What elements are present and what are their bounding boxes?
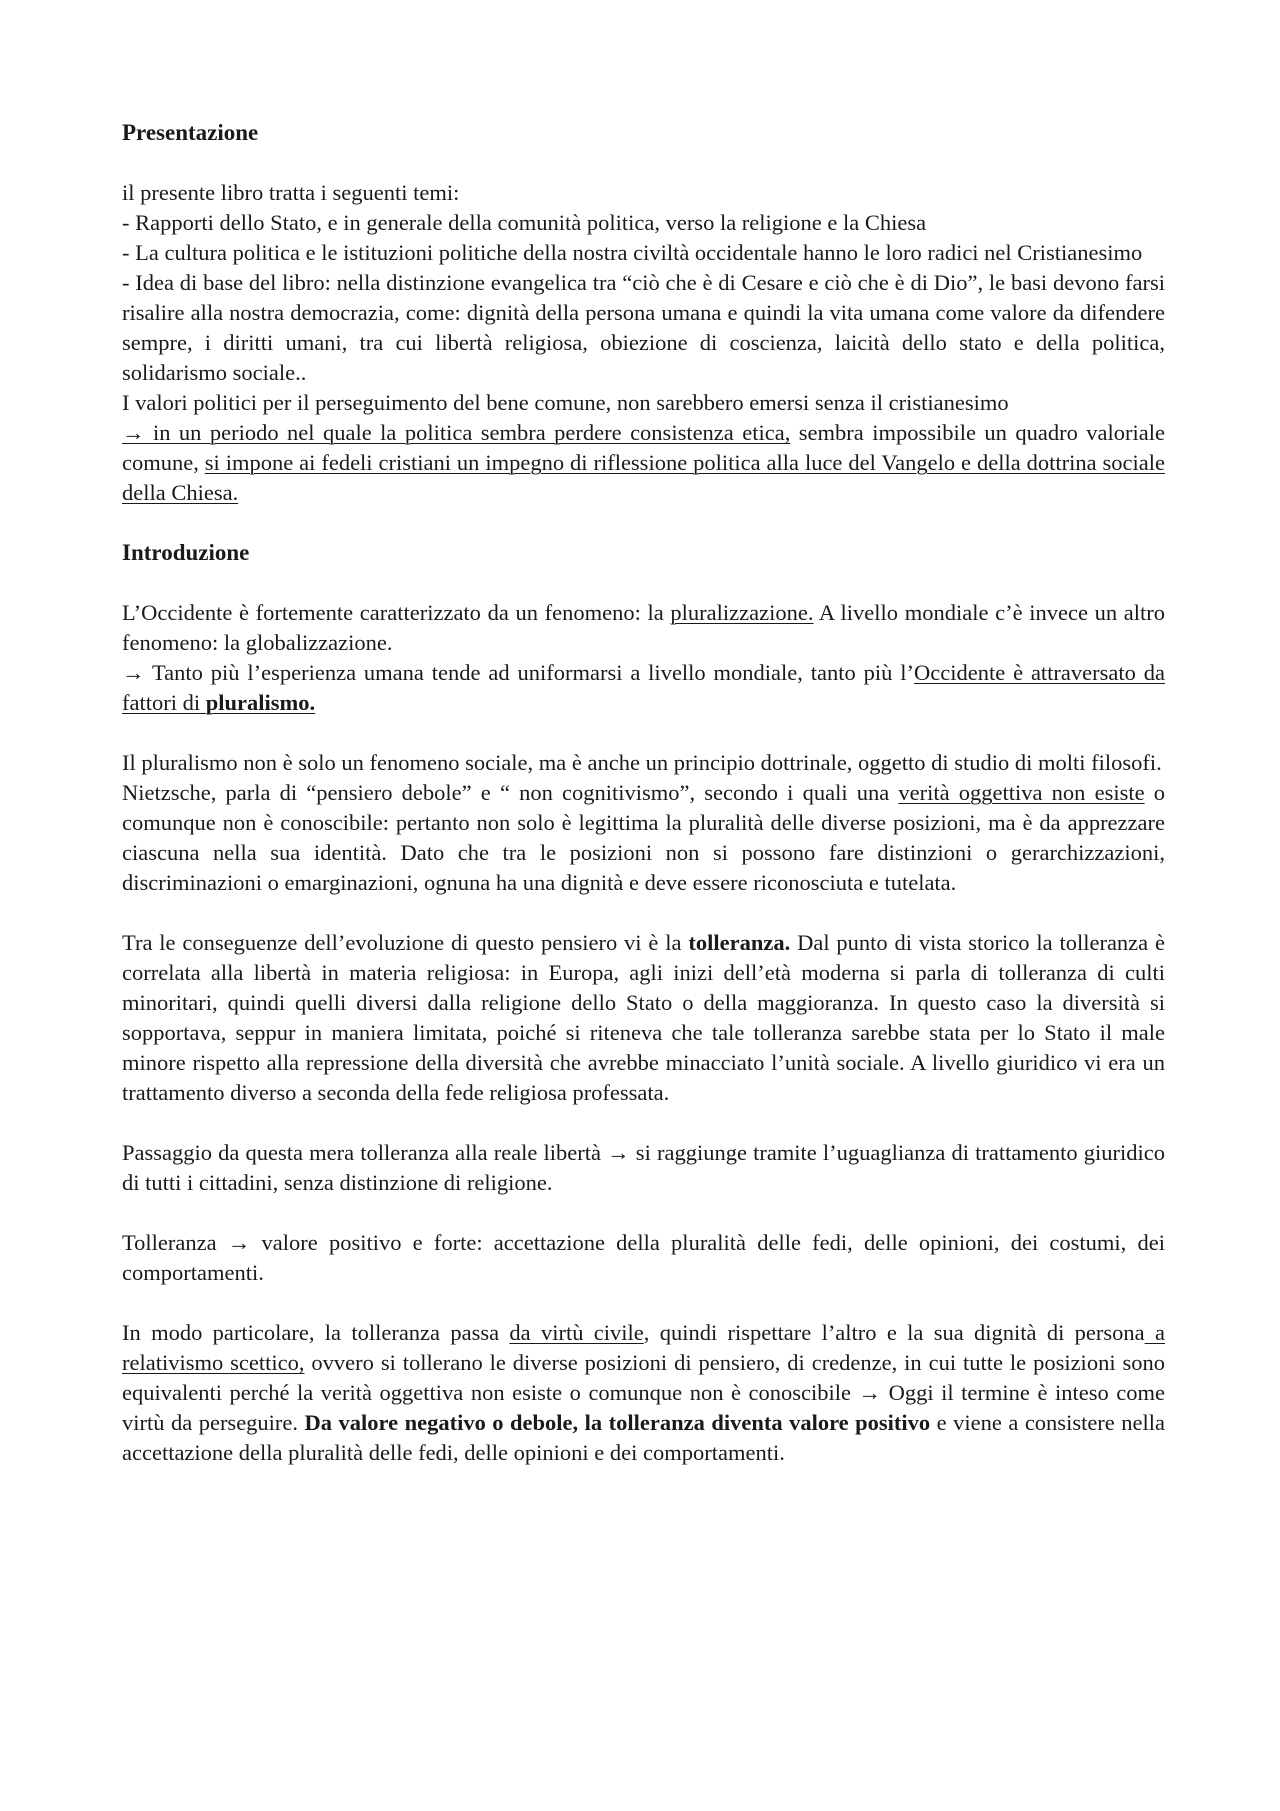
plain-text: sembra impossibile un quadro valoriale comune, — [122, 420, 1165, 475]
paragraph: Nietzsche, parla di “pensiero debole” e “ non cognitivismo”, secondo i quali una verità oggettiva non esiste o comunque non è conoscibile: pertanto non solo è legittima la pluralità delle diverse posizioni, ma è da apprezzare ciascuna nella sua identità. Dato che tra le posizioni non si possono fare distinzioni o gerarchizzazioni, discriminazioni o emarginazioni, ognuna ha una dignità e deve essere riconosciuta e tutelata. — [122, 780, 1166, 895]
document-page — [122, 118, 1165, 1468]
list-item: - Rapporti dello Stato, e in generale della comunità politica, verso la religione e la Chiesa — [122, 210, 927, 235]
paragraph — [122, 418, 1165, 508]
bold-text: tolleranza. — [688, 930, 791, 955]
spacer — [122, 1198, 1165, 1228]
spacer — [122, 148, 1165, 178]
spacer — [122, 898, 1165, 928]
spacer — [122, 1108, 1165, 1138]
paragraph: I valori politici per il perseguimento del bene comune, non sarebbero emersi senza il cristianesimo — [122, 390, 1009, 415]
paragraph: Tra le conseguenze dell’evoluzione di questo pensiero vi è la tolleranza. Dal punto di vista storico la tolleranza è correlata alla libertà in materia religiosa: in Europa, agli inizi dell’età moderna si parla di tolleranza di culti minoritari, quindi quelli diversi dalla religione dello Stato o della maggioranza. In questo caso la diversità si sopportava, seppur in maniera limitata, poiché si riteneva che tale tolleranza sarebbe stata per lo Stato il male minore rispetto alla repressione della diversità che avrebbe minacciato l’unità sociale. A livello giuridico vi era un trattamento diverso a seconda della fede religiosa professata. — [122, 930, 1166, 1105]
list-item: - La cultura politica e le istituzioni politiche della nostra civiltà occidentale hanno le loro radici nel Cristianesimo — [122, 240, 1143, 265]
underlined-text: a relativismo scettico, — [122, 1320, 1165, 1375]
paragraph: In modo particolare, la tolleranza passa da virtù civile, quindi rispettare l’altro e la sua dignità di persona a relativismo scettico, ovvero si tollerano le diverse posizioni di pensiero, di credenze, in cui tutte le posizioni sono equivalenti perché la verità oggettiva non esiste o comunque non è conoscibile → Oggi il termine è inteso come virtù da perseguire. Da valore negativo o debole, la tolleranza diventa valore positivo e viene a consistere nella accettazione della pluralità delle fedi, delle opinioni e dei comportamenti. — [122, 1320, 1166, 1465]
arrow-text: → in un periodo nel quale la politica sembra perdere consistenza etica, — [122, 420, 791, 445]
paragraph: → Tanto più l’esperienza umana tende ad uniformarsi a livello mondiale, tanto più l’Occidente è attraversato da fattori di pluralismo. — [122, 660, 1165, 715]
presentazione-intro: il presente libro tratta i seguenti temi: — [122, 180, 460, 205]
paragraph: Tolleranza → valore positivo e forte: accettazione della pluralità delle fedi, delle opinioni, dei costumi, dei comportamenti. — [122, 1230, 1165, 1285]
paragraph: Il pluralismo non è solo un fenomeno sociale, ma è anche un principio dottrinale, oggetto di studio di molti filosofi. — [122, 750, 1162, 775]
bold-text: Da valore negativo o debole, la tolleranza diventa valore positivo — [304, 1410, 931, 1435]
underlined-text: pluralizzazione. — [670, 600, 814, 625]
section-title-presentazione: Presentazione — [122, 120, 259, 145]
underlined-text: Occidente è attraversato da fattori di pluralismo. — [122, 660, 1165, 715]
bold-text: pluralismo. — [205, 690, 316, 715]
underlined-text: da virtù civile — [509, 1320, 644, 1345]
spacer — [122, 718, 1165, 748]
section-title-introduzione: Introduzione — [122, 540, 250, 565]
underlined-text: si impone ai fedeli cristiani un impegno di riflessione politica alla luce del Vangelo e della dottrina sociale della Chiesa. — [122, 450, 1166, 505]
spacer — [122, 1288, 1165, 1318]
paragraph: L’Occidente è fortemente caratterizzato da un fenomeno: la pluralizzazione. A livello mondiale c’è invece un altro fenomeno: la globalizzazione. — [122, 600, 1165, 655]
list-item: - Idea di base del libro: nella distinzione evangelica tra “ciò che è di Cesare e ciò che è di Dio”, le basi devono farsi risalire alla nostra democrazia, come: dignità della persona umana e quindi la vita umana come valore da difendere sempre, i diritti umani, tra cui libertà religiosa, obiezione di coscienza, laicità dello stato e della politica, solidarismo sociale.. — [122, 270, 1165, 385]
paragraph: Passaggio da questa mera tolleranza alla reale libertà → si raggiunge tramite l’uguaglianza di trattamento giuridico di tutti i cittadini, senza distinzione di religione. — [122, 1140, 1165, 1195]
spacer — [122, 568, 1165, 598]
spacer — [122, 508, 1165, 538]
underlined-text: verità oggettiva non esiste — [898, 780, 1145, 805]
